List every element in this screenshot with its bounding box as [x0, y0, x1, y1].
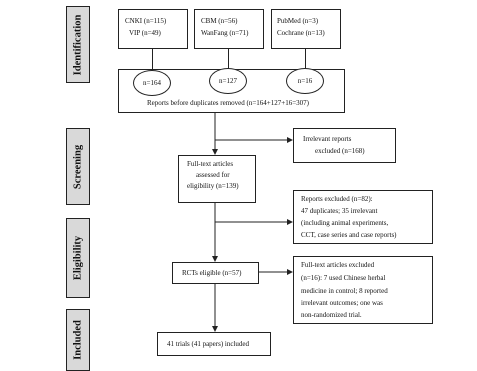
stage-label-screening: Screening	[72, 144, 84, 189]
included-text: 41 trials (41 papers) included	[167, 340, 250, 348]
stage-label-identification: Identification	[72, 14, 84, 75]
excluded16-line-4: irrelevant outcomes; one was	[301, 299, 383, 307]
source-line-cnki: CNKI (n=115)	[125, 17, 167, 25]
stage-label-included: Included	[72, 320, 84, 360]
count-ellipse-127: n=127	[209, 68, 247, 94]
source-line-vip: VIP (n=49)	[129, 29, 161, 37]
fulltext-line-2: assessed for	[196, 171, 230, 179]
fulltext-line-3: eligibility (n=139)	[187, 182, 239, 190]
stage-label-eligibility: Eligibility	[72, 235, 84, 281]
source-line-pubmed: PubMed (n=3)	[277, 17, 319, 25]
excluded16-line-1: Full-text articles excluded	[301, 261, 375, 269]
irrelevant-line-1: Irrelevant reports	[303, 135, 352, 143]
duplicates-text: Reports before duplicates removed (n=164+127+16=307)	[147, 99, 309, 107]
excluded82-line-1: Reports excluded (n=82):	[301, 195, 373, 203]
excluded82-line-4: CCT, case series and case reports)	[301, 231, 397, 239]
excluded82-line-2: 47 duplicates; 35 irrelevant	[301, 207, 378, 215]
rcts-text: RCTs eligible (n=57)	[182, 269, 242, 277]
source-line-cbm: CBM (n=56)	[201, 17, 238, 25]
fulltext-line-1: Full-text articles	[187, 160, 234, 168]
source-line-wanfang: WanFang (n=71)	[201, 29, 249, 37]
count-ellipse-16: n=16	[286, 68, 324, 94]
count-ellipse-164: n=164	[133, 70, 171, 96]
excluded16-line-5: non-randomized trial.	[301, 311, 362, 319]
excluded16-line-2: (n=16): 7 used Chinese herbal	[301, 274, 386, 282]
excluded82-line-3: (including animal experiments,	[301, 219, 389, 227]
source-line-cochrane: Cochrane (n=13)	[277, 29, 325, 37]
irrelevant-line-2: excluded (n=168)	[315, 147, 365, 155]
excluded16-line-3: medicine in control; 8 reported	[301, 287, 388, 295]
